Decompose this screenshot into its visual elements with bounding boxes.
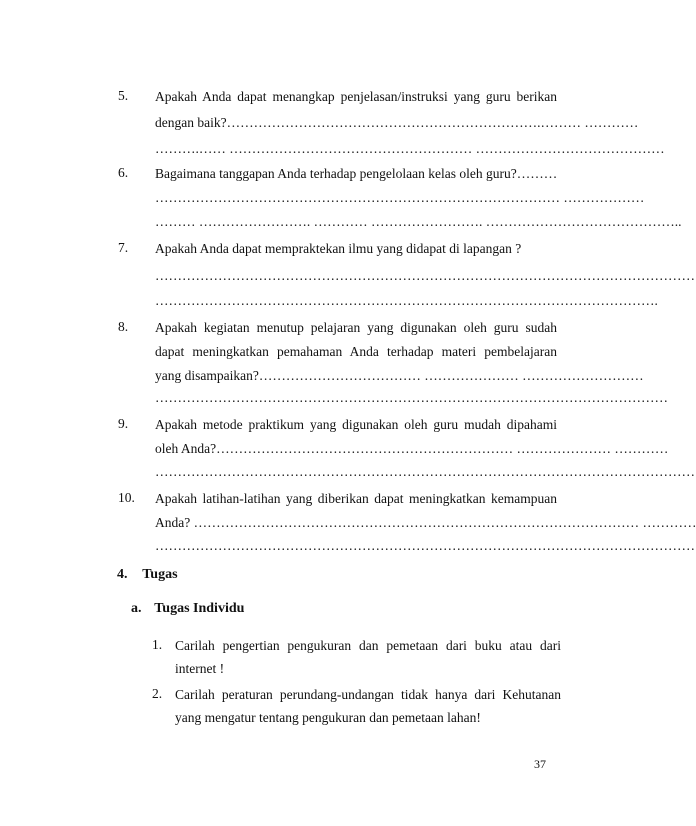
task-line: internet ! — [175, 661, 225, 676]
answer-line: …………………………………………………………………………………………………. — [155, 293, 658, 308]
task-line: yang mengatur tentang pengukuran dan pemetaan lahan! — [175, 710, 481, 725]
subsection-heading — [131, 601, 244, 617]
task-line: Carilah peraturan perundang-undangan tidak hanya dari Kehutanan — [175, 687, 561, 702]
section-number: 4. — [117, 567, 128, 582]
question-line: Apakah Anda dapat menangkap penjelasan/instruksi yang guru berikan — [155, 89, 557, 104]
answer-line: ……….…… ……………………………………………… …………………………………… — [155, 141, 665, 156]
answer-line: ……… ……………………. ………… ……………………. …………………………………….. — [155, 214, 682, 229]
section-heading — [117, 567, 178, 583]
question-line: Apakah metode praktikum yang digunakan oleh guru mudah dipahami — [155, 417, 557, 432]
section-title: Tugas — [142, 567, 178, 582]
page-number: 37 — [534, 757, 546, 771]
question-line: Apakah kegiatan menutup pelajaran yang digunakan oleh guru sudah — [155, 320, 557, 335]
question-line: Apakah Anda dapat mempraktekan ilmu yang didapat di lapangan ? — [155, 241, 522, 256]
question-line: Bagaimana tanggapan Anda terhadap pengelolaan kelas oleh guru?……… — [155, 166, 558, 181]
task-line: Carilah pengertian pengukuran dan pemetaan dari buku atau dari — [175, 638, 561, 653]
answer-line: ……………………………………………………………………………… ……………… — [155, 190, 645, 205]
question-number: 9. — [118, 416, 129, 431]
question-line: Apakah latihan-latihan yang diberikan dapat meningkatkan kemampuan — [155, 491, 557, 506]
subsection-title: Tugas Individu — [154, 601, 245, 616]
question-line: oleh Anda?………………………………………………………… ………………… ………… — [155, 441, 669, 456]
question-line: yang disampaikan?……………………………… ………………… ……………………… — [155, 368, 644, 383]
task-number: 1. — [152, 637, 163, 652]
question-number: 10. — [118, 490, 135, 505]
task-number: 2. — [152, 686, 163, 701]
question-line: dapat meningkatkan pemahaman Anda terhadap materi pembelajaran — [155, 344, 557, 359]
answer-line: ………………………………………………………………………………………………………… — [155, 268, 695, 283]
answer-line: ………………………………………………………………………………………………………… — [155, 464, 695, 479]
question-line: Anda? ……………………………………………………………………………………… ………… — [155, 515, 696, 530]
answer-line: ………………………………………………………………………………………………………… — [155, 538, 695, 553]
question-number: 5. — [118, 88, 129, 103]
question-line: dengan baik?…………………………………………………………….……… ………… — [155, 115, 639, 130]
subsection-number: a. — [131, 601, 142, 616]
question-number: 8. — [118, 319, 129, 334]
answer-line: …………………………………………………………………………………………………… — [155, 390, 668, 405]
question-number: 7. — [118, 240, 129, 255]
question-number: 6. — [118, 165, 129, 180]
